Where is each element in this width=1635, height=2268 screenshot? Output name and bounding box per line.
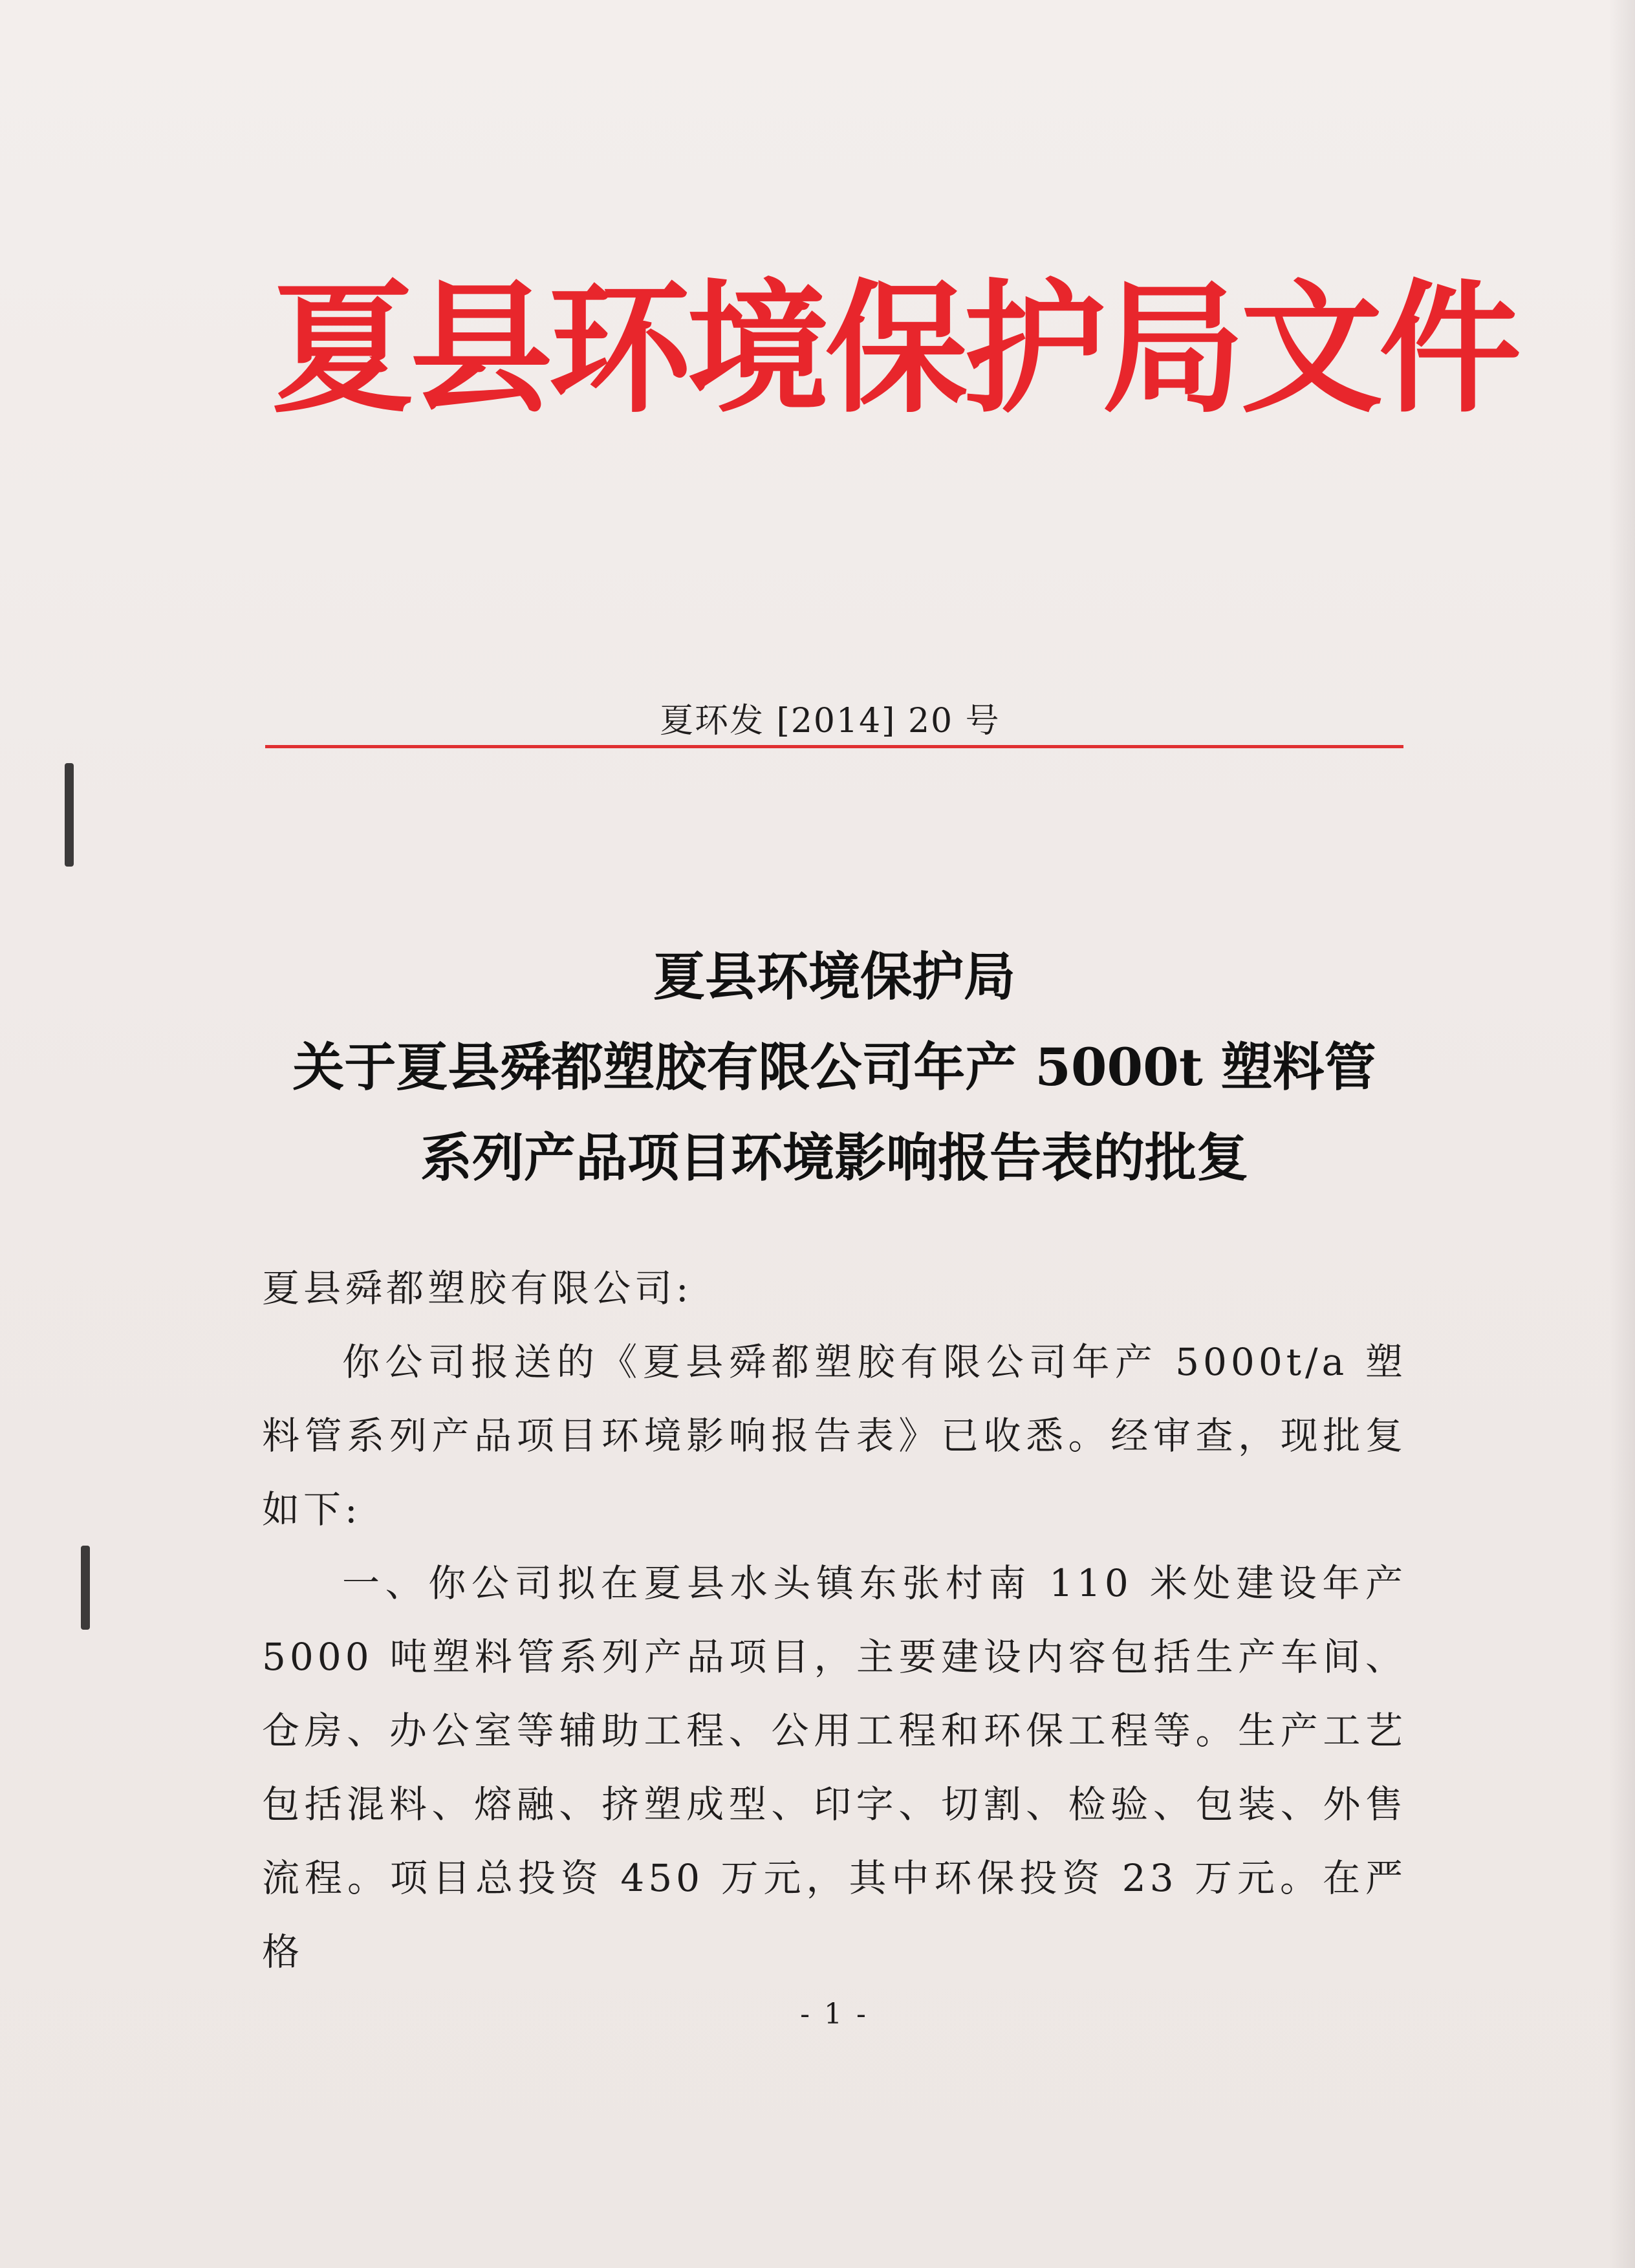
document-title <box>259 931 1410 1203</box>
staple-top <box>65 763 74 867</box>
staple-bottom <box>81 1546 90 1630</box>
body-paragraph-1: 你公司报送的《夏县舜都塑胶有限公司年产 5000t/a 塑料管系列产品项目环境影响报告表》已收悉。经审查，现批复如下: <box>262 1340 1407 1531</box>
title-line-2: 关于夏县舜都塑胶有限公司年产 5000t 塑料管 <box>292 1037 1376 1097</box>
page-edge-shadow <box>1609 0 1635 2268</box>
body-paragraph-2: 一、你公司拟在夏县水头镇东张村南 110 米处建设年产 5000 吨塑料管系列产品项目，主要建设内容包括生产车间、仓房、办公室等辅助工程、公用工程和环保工程等。生产工艺包括混料、熔融、挤塑成型、印字、切割、检验、包装、外售流程。项目总投资 450 万元，其中环保投资 23 万元。在严格 <box>262 1561 1407 1974</box>
document-number: 夏环发 [2014] 20 号 <box>660 702 1001 740</box>
red-divider-line <box>265 745 1403 748</box>
addressee: 夏县舜都塑胶有限公司: <box>262 1266 693 1310</box>
page-number: - 1 - <box>800 1998 869 2031</box>
document-body <box>262 1251 1407 1989</box>
title-line-3: 系列产品项目环境影响报告表的批复 <box>420 1127 1248 1188</box>
title-line-1: 夏县环境保护局 <box>653 946 1015 1007</box>
document-masthead: 夏县环境保护局文件 <box>272 266 1518 432</box>
